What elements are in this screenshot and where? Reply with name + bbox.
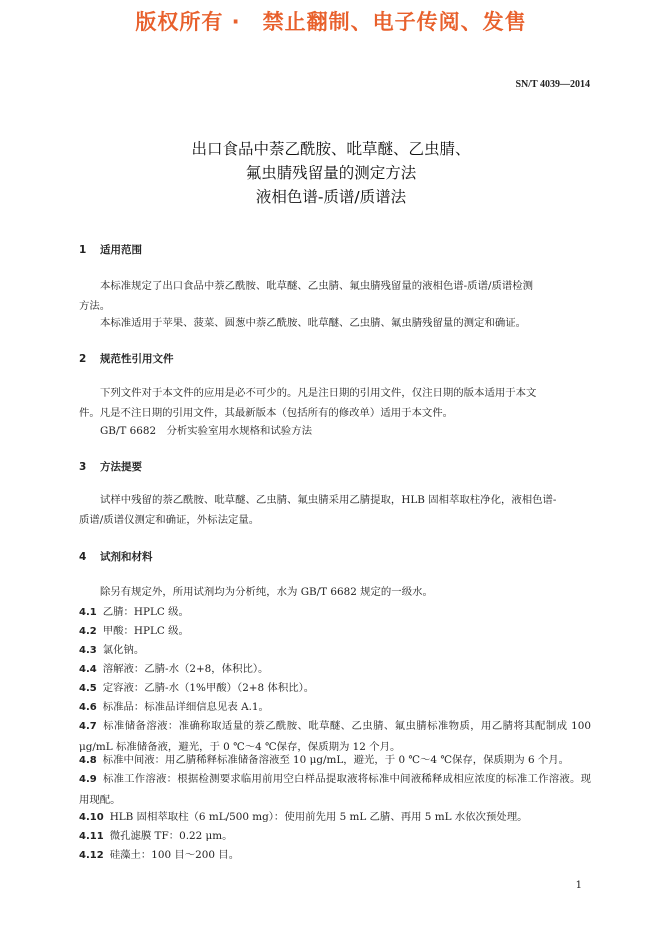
standard-number: SN/T 4039—2014 bbox=[515, 79, 590, 90]
list-item: 4.8 标准中间液：用乙腈稀释标准储备溶液至 10 μg/mL，避光，于 0 ℃～4 ℃保存，保质期为 6 个月。 bbox=[79, 754, 570, 766]
section-number: 3 bbox=[79, 461, 87, 473]
list-item: 4.4 溶解液：乙腈-水（2+8，体积比）。 bbox=[79, 663, 269, 675]
document-title-line-1: 出口食品中萘乙酰胺、吡草醚、乙虫腈、 bbox=[191, 140, 471, 158]
list-item: 4.6 标准品：标准品详细信息见表 A.1。 bbox=[79, 701, 269, 713]
section-title: 规范性引用文件 bbox=[100, 353, 174, 365]
list-item: 4.7 标准储备溶液：准确称取适量的萘乙酰胺、吡草醚、乙虫腈、氟虫腈标准物质，用乙腈将其配制成 100 μg/mL 标准储备液，避光，于 0 ℃～4 ℃保存，保质期为 12 个月。 bbox=[79, 720, 591, 753]
page-number: 1 bbox=[575, 880, 582, 891]
list-item: 4.3 氯化钠。 bbox=[79, 644, 145, 656]
list-item: 4.9 标准工作溶液：根据检测要求临用前用空白样品提取液将标准中间液稀释成相应浓度的标准工作溶液。现用现配。 bbox=[79, 773, 591, 806]
section-title: 试剂和材料 bbox=[100, 551, 153, 563]
section-4-intro: 除另有规定外，所用试剂均为分析纯，水为 GB/T 6682 规定的一级水。 bbox=[100, 586, 433, 598]
section-2-reference: GB/T 6682 分析实验室用水规格和试验方法 bbox=[100, 425, 312, 437]
section-number: 2 bbox=[79, 353, 87, 365]
section-number: 1 bbox=[79, 244, 87, 256]
document-title-line-2: 氟虫腈残留量的测定方法 bbox=[245, 164, 417, 182]
section-number: 4 bbox=[79, 551, 87, 563]
section-title: 方法提要 bbox=[100, 461, 142, 473]
section-2-heading bbox=[79, 351, 174, 366]
list-item: 4.1 乙腈：HPLC 级。 bbox=[79, 606, 189, 618]
list-item: 4.11 微孔滤膜 TF：0.22 μm。 bbox=[79, 830, 233, 842]
section-2-paragraph-1: 下列文件对于本文件的应用是必不可少的。凡是注日期的引用文件，仅注日期的版本适用于本文 件。凡是不注日期的引用文件，其最新版本（包括所有的修改单）适用于本文件。 bbox=[79, 387, 537, 419]
section-4-heading bbox=[79, 549, 153, 564]
document-title-line-3: 液相色谱-质谱/质谱法 bbox=[255, 188, 407, 206]
section-3-paragraph-1: 试样中残留的萘乙酰胺、吡草醚、乙虫腈、氟虫腈采用乙腈提取，HLB 固相萃取柱净化，液相色谱- 质谱/质谱仪测定和确证，外标法定量。 bbox=[79, 494, 557, 526]
section-title: 适用范围 bbox=[100, 244, 142, 256]
section-3-heading bbox=[79, 459, 142, 474]
section-1-paragraph-1: 本标准规定了出口食品中萘乙酰胺、吡草醚、乙虫腈、氟虫腈残留量的液相色谱-质谱/质谱检测 方法。 bbox=[79, 280, 534, 312]
copyright-watermark: 版权所有 · 禁止翻制、电子传阅、发售 bbox=[135, 10, 527, 34]
section-1-heading bbox=[79, 242, 142, 257]
list-item: 4.2 甲酸：HPLC 级。 bbox=[79, 625, 189, 637]
section-1-paragraph-2: 本标准适用于苹果、菠菜、圆葱中萘乙酰胺、吡草醚、乙虫腈、氟虫腈残留量的测定和确证。 bbox=[100, 317, 527, 329]
list-item: 4.12 硅藻土：100 目～200 目。 bbox=[79, 849, 240, 861]
list-item: 4.10 HLB 固相萃取柱（6 mL/500 mg）：使用前先用 5 mL 乙腈、再用 5 mL 水依次预处理。 bbox=[79, 811, 528, 823]
list-item: 4.5 定容液：乙腈-水（1%甲酸）（2+8 体积比）。 bbox=[79, 682, 315, 694]
